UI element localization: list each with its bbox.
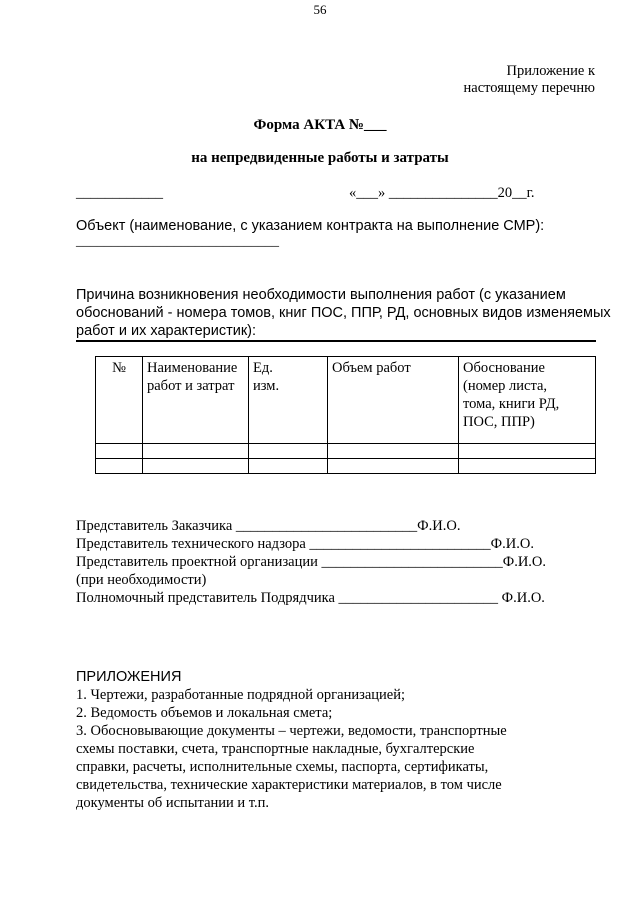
header-justification-line2: (номер листа, xyxy=(463,378,548,394)
appendix-reference-line2: настоящему перечню xyxy=(463,80,595,96)
header-justification-line1: Обоснование xyxy=(463,360,545,376)
signature-customer: Представитель Заказчика _________________________Ф.И.О. xyxy=(76,518,461,534)
header-name xyxy=(143,357,249,444)
header-justification-line4: ПОС, ППР) xyxy=(463,414,535,430)
table-cell[interactable] xyxy=(96,444,143,459)
reason-block xyxy=(76,286,611,340)
form-subtitle: на непредвиденные работы и затраты xyxy=(191,150,449,166)
table-cell[interactable] xyxy=(328,459,459,474)
appendix-item: 2. Ведомость объемов и локальная смета; xyxy=(76,705,333,721)
signature-if-needed-note: (при необходимости) xyxy=(76,572,207,588)
reason-line-3: работ и их характеристик): xyxy=(76,323,257,339)
table-row xyxy=(96,444,596,459)
header-number xyxy=(96,357,143,444)
appendix-reference-line1: Приложение к xyxy=(506,63,595,79)
signature-technical-supervision: Представитель технического надзора _________________________Ф.И.О. xyxy=(76,536,534,552)
header-unit-line2: изм. xyxy=(253,378,280,394)
appendix-item: справки, расчеты, исполнительные схемы, паспорта, сертификаты, xyxy=(76,759,489,775)
header-justification xyxy=(459,357,596,444)
date-field: «___» _______________20__г. xyxy=(349,185,535,201)
table-cell[interactable] xyxy=(143,444,249,459)
header-unit xyxy=(249,357,328,444)
table-row xyxy=(96,459,596,474)
object-label: Объект (наименование, с указанием контракта на выполнение СМР): xyxy=(76,218,545,234)
table-cell[interactable] xyxy=(249,459,328,474)
signature-design-organization: Представитель проектной организации _________________________Ф.И.О. xyxy=(76,554,547,570)
appendices-list xyxy=(76,686,507,812)
appendices-heading: ПРИЛОЖЕНИЯ xyxy=(76,669,182,685)
table-cell[interactable] xyxy=(459,459,596,474)
appendices-block xyxy=(76,668,181,686)
header-justification-line3: тома, книги РД, xyxy=(463,396,560,412)
header-volume-text: Объем работ xyxy=(332,360,411,376)
table-header-row xyxy=(96,357,596,444)
header-unit-line1: Ед. xyxy=(253,360,273,376)
appendix-item: документы об испытании и т.п. xyxy=(76,795,270,811)
appendix-item: 1. Чертежи, разработанные подрядной организацией; xyxy=(76,687,405,703)
header-number-text: № xyxy=(112,360,126,376)
object-blank: _____________________________ xyxy=(76,234,279,249)
table-cell[interactable] xyxy=(328,444,459,459)
appendix-item: 3. Обосновывающие документы – чертежи, ведомости, транспортные xyxy=(76,723,507,739)
table-cell[interactable] xyxy=(96,459,143,474)
reason-line-2: обоснований - номера томов, книг ПОС, ППР, РД, основных видов изменяемых xyxy=(76,305,611,321)
page-number: 56 xyxy=(313,2,327,17)
reason-line-1: Причина возникновения необходимости выполнения работ (с указанием xyxy=(76,287,566,303)
signature-contractor: Полномочный представитель Подрядчика ______________________ Ф.И.О. xyxy=(76,590,545,606)
header-volume xyxy=(328,357,459,444)
form-title: Форма АКТА №___ xyxy=(253,117,387,133)
reason-underline xyxy=(76,340,596,342)
appendix-reference xyxy=(464,63,595,97)
table-cell[interactable] xyxy=(143,459,249,474)
appendix-item: схемы поставки, счета, транспортные накладные, бухгалтерские xyxy=(76,741,475,757)
appendix-item: свидетельства, технические характеристики материалов, в том числе xyxy=(76,777,502,793)
works-table xyxy=(95,356,596,474)
header-name-line2: работ и затрат xyxy=(147,378,235,394)
header-name-line1: Наименование xyxy=(147,360,238,376)
table-cell[interactable] xyxy=(249,444,328,459)
place-blank: ____________ xyxy=(76,185,163,201)
table-cell[interactable] xyxy=(459,444,596,459)
